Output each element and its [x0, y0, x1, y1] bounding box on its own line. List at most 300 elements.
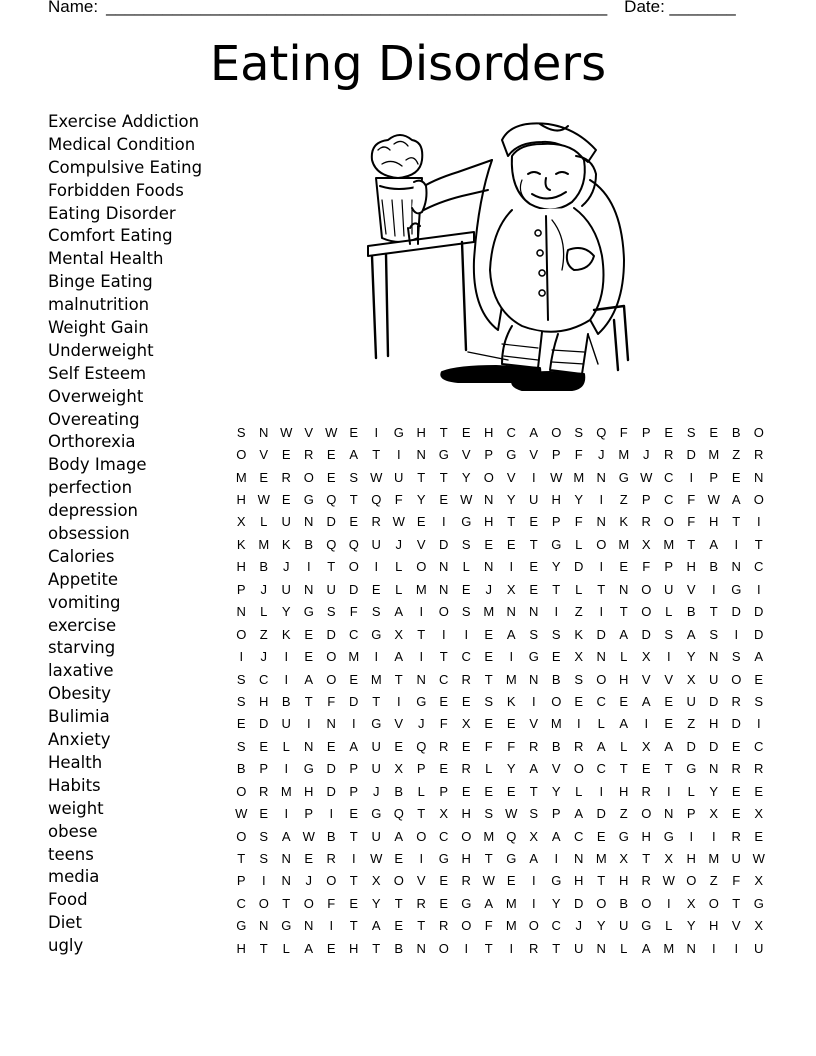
- grid-letter: M: [505, 671, 517, 687]
- grid-letter: I: [284, 806, 289, 822]
- grid-letter: T: [619, 604, 628, 620]
- grid-letter: D: [686, 738, 696, 754]
- grid-letter: N: [281, 851, 291, 867]
- grid-letter: S: [461, 604, 471, 620]
- grid-letter: E: [349, 806, 359, 822]
- grid-letter: N: [574, 851, 584, 867]
- grid-letter: V: [664, 671, 674, 687]
- grid-letter: B: [281, 693, 291, 709]
- grid-letter: X: [529, 828, 539, 844]
- grid-letter: Y: [709, 783, 719, 799]
- grid-letter: A: [731, 492, 741, 508]
- grid-letter: S: [551, 626, 561, 642]
- grid-letter: I: [464, 940, 469, 956]
- grid-letter: E: [596, 828, 606, 844]
- grid-letter: A: [281, 828, 291, 844]
- grid-letter: I: [644, 716, 649, 732]
- grid-letter: R: [439, 738, 449, 754]
- grid-letter: N: [304, 738, 314, 754]
- word-list-item: Forbidden Foods: [48, 180, 184, 200]
- grid-letter: X: [236, 514, 246, 530]
- grid-letter: R: [439, 918, 449, 934]
- grid-letter: P: [259, 761, 269, 777]
- date-label: Date:: [624, 0, 665, 16]
- grid-letter: T: [507, 514, 516, 530]
- grid-letter: L: [620, 940, 628, 956]
- word-list-item: vomiting: [48, 592, 121, 612]
- word-list-item: Comfort Eating: [48, 226, 173, 246]
- grid-letter: N: [281, 873, 291, 889]
- grid-letter: T: [552, 940, 561, 956]
- word-list-item: exercise: [48, 615, 117, 635]
- grid-letter: C: [574, 828, 584, 844]
- grid-letter: L: [282, 940, 290, 956]
- grid-letter: H: [304, 783, 314, 799]
- grid-letter: V: [731, 918, 741, 934]
- grid-letter: D: [754, 626, 764, 642]
- grid-letter: Q: [348, 536, 359, 552]
- grid-letter: X: [574, 649, 584, 665]
- grid-letter: E: [416, 514, 426, 530]
- grid-letter: S: [529, 806, 539, 822]
- grid-letter: T: [417, 918, 426, 934]
- grid-letter: W: [752, 851, 765, 867]
- grid-letter: T: [349, 492, 358, 508]
- grid-letter: Q: [596, 424, 607, 440]
- grid-letter: O: [416, 559, 427, 575]
- grid-letter: E: [304, 626, 314, 642]
- grid-letter: T: [282, 895, 291, 911]
- grid-letter: W: [707, 492, 720, 508]
- grid-letter: F: [619, 424, 628, 440]
- grid-letter: K: [574, 626, 584, 642]
- grid-letter: Z: [619, 806, 628, 822]
- date-blank[interactable]: _______: [669, 0, 736, 16]
- grid-letter: D: [596, 806, 606, 822]
- grid-letter: I: [509, 940, 514, 956]
- word-list-item: Diet: [48, 913, 82, 933]
- grid-letter: Z: [259, 626, 268, 642]
- grid-letter: F: [642, 559, 651, 575]
- grid-letter: G: [303, 761, 314, 777]
- grid-letter: X: [641, 738, 651, 754]
- grid-letter: T: [417, 469, 426, 485]
- grid-letter: E: [304, 649, 314, 665]
- grid-letter: K: [281, 536, 291, 552]
- grid-letter: G: [506, 447, 517, 463]
- grid-letter: S: [259, 851, 269, 867]
- grid-letter: O: [236, 828, 247, 844]
- grid-letter: E: [484, 649, 494, 665]
- grid-letter: A: [394, 828, 404, 844]
- grid-letter: F: [687, 492, 696, 508]
- grid-letter: G: [551, 873, 562, 889]
- grid-letter: V: [686, 581, 696, 597]
- word-list-item: Health: [48, 752, 103, 772]
- grid-letter: M: [708, 851, 720, 867]
- grid-letter: H: [236, 559, 246, 575]
- grid-letter: I: [576, 716, 581, 732]
- word-list-item: depression: [48, 501, 139, 521]
- grid-letter: N: [596, 514, 606, 530]
- grid-letter: C: [754, 738, 764, 754]
- grid-letter: S: [686, 424, 696, 440]
- grid-letter: Z: [709, 873, 718, 889]
- grid-letter: T: [732, 514, 741, 530]
- grid-letter: R: [529, 738, 539, 754]
- grid-letter: U: [754, 940, 764, 956]
- grid-letter: H: [551, 492, 561, 508]
- grid-letter: V: [416, 536, 426, 552]
- grid-letter: S: [461, 536, 471, 552]
- word-list-item: malnutrition: [48, 295, 150, 315]
- grid-letter: H: [484, 424, 494, 440]
- grid-letter: I: [531, 895, 536, 911]
- grid-letter: N: [416, 447, 426, 463]
- grid-letter: E: [506, 873, 516, 889]
- word-list-item: Medical Condition: [48, 134, 196, 154]
- grid-letter: E: [461, 783, 471, 799]
- grid-letter: A: [551, 828, 561, 844]
- grid-letter: G: [236, 918, 247, 934]
- grid-letter: I: [419, 649, 424, 665]
- grid-letter: Q: [326, 492, 337, 508]
- grid-letter: O: [438, 940, 449, 956]
- grid-letter: E: [304, 851, 314, 867]
- grid-letter: L: [620, 738, 628, 754]
- grid-letter: O: [663, 514, 674, 530]
- grid-letter: F: [439, 716, 448, 732]
- grid-letter: T: [597, 581, 606, 597]
- grid-letter: T: [552, 581, 561, 597]
- grid-letter: R: [641, 873, 651, 889]
- grid-letter: D: [574, 895, 584, 911]
- grid-letter: T: [349, 828, 358, 844]
- grid-letter: X: [641, 536, 651, 552]
- grid-letter: G: [753, 895, 764, 911]
- grid-letter: L: [395, 581, 403, 597]
- grid-letter: G: [528, 649, 539, 665]
- grid-letter: E: [731, 738, 741, 754]
- grid-letter: J: [643, 447, 650, 463]
- grid-letter: D: [349, 693, 359, 709]
- grid-letter: J: [373, 783, 380, 799]
- grid-letter: O: [258, 895, 269, 911]
- grid-letter: E: [664, 424, 674, 440]
- grid-letter: N: [326, 716, 336, 732]
- grid-letter: T: [417, 626, 426, 642]
- grid-letter: R: [641, 783, 651, 799]
- grid-letter: Y: [551, 559, 561, 575]
- grid-letter: F: [349, 604, 358, 620]
- grid-letter: U: [371, 738, 381, 754]
- grid-letter: N: [484, 559, 494, 575]
- grid-letter: O: [686, 873, 697, 889]
- grid-letter: I: [531, 873, 536, 889]
- grid-letter: M: [348, 649, 360, 665]
- grid-letter: I: [441, 626, 446, 642]
- grid-letter: M: [370, 671, 382, 687]
- word-list-item: Obesity: [48, 684, 112, 704]
- grid-letter: O: [326, 649, 337, 665]
- grid-letter: O: [326, 671, 337, 687]
- grid-letter: E: [461, 738, 471, 754]
- grid-letter: H: [709, 514, 719, 530]
- grid-letter: E: [281, 492, 291, 508]
- grid-letter: W: [640, 469, 653, 485]
- grid-letter: X: [619, 851, 629, 867]
- grid-letter: V: [304, 424, 314, 440]
- grid-letter: N: [506, 604, 516, 620]
- grid-letter: G: [461, 895, 472, 911]
- grid-letter: X: [686, 895, 696, 911]
- grid-letter: C: [754, 559, 764, 575]
- grid-letter: X: [439, 806, 449, 822]
- word-list-item: Habits: [48, 775, 101, 795]
- word-list-item: teens: [48, 844, 94, 864]
- grid-letter: H: [619, 671, 629, 687]
- grid-letter: L: [597, 716, 605, 732]
- grid-letter: I: [396, 447, 401, 463]
- grid-letter: H: [686, 559, 696, 575]
- grid-letter: X: [641, 649, 651, 665]
- grid-letter: I: [734, 536, 739, 552]
- grid-letter: Q: [506, 828, 517, 844]
- grid-letter: D: [349, 581, 359, 597]
- grid-letter: R: [461, 671, 471, 687]
- grid-letter: S: [664, 626, 674, 642]
- grid-letter: E: [574, 693, 584, 709]
- grid-letter: E: [641, 761, 651, 777]
- grid-letter: O: [596, 895, 607, 911]
- grid-letter: E: [439, 693, 449, 709]
- grid-letter: E: [529, 514, 539, 530]
- word-list-item: Overweight: [48, 386, 144, 406]
- grid-letter: I: [284, 649, 289, 665]
- grid-letter: G: [438, 851, 449, 867]
- grid-letter: O: [596, 671, 607, 687]
- grid-letter: C: [439, 671, 449, 687]
- grid-letter: E: [259, 806, 269, 822]
- grid-letter: G: [371, 716, 382, 732]
- grid-letter: H: [686, 851, 696, 867]
- grid-letter: H: [236, 492, 246, 508]
- grid-letter: G: [416, 693, 427, 709]
- grid-letter: J: [395, 536, 402, 552]
- grid-letter: R: [731, 693, 741, 709]
- grid-letter: J: [598, 447, 605, 463]
- grid-letter: F: [394, 492, 403, 508]
- grid-letter: O: [416, 828, 427, 844]
- grid-letter: F: [732, 873, 741, 889]
- grid-letter: U: [371, 536, 381, 552]
- grid-letter: M: [483, 604, 495, 620]
- grid-letter: P: [686, 806, 696, 822]
- grid-letter: M: [505, 918, 517, 934]
- grid-letter: A: [484, 895, 494, 911]
- grid-letter: Z: [687, 716, 696, 732]
- grid-letter: E: [551, 649, 561, 665]
- grid-letter: I: [531, 469, 536, 485]
- grid-letter: U: [731, 851, 741, 867]
- grid-letter: D: [259, 716, 269, 732]
- grid-letter: W: [370, 851, 383, 867]
- grid-letter: A: [529, 424, 539, 440]
- grid-letter: C: [596, 761, 606, 777]
- grid-letter: O: [236, 626, 247, 642]
- name-label: Name:: [48, 0, 99, 16]
- grid-letter: I: [284, 671, 289, 687]
- grid-letter: N: [664, 806, 674, 822]
- grid-letter: T: [304, 693, 313, 709]
- grid-letter: A: [529, 851, 539, 867]
- grid-letter: O: [641, 806, 652, 822]
- word-list-item: Food: [48, 890, 88, 910]
- grid-letter: T: [372, 940, 381, 956]
- grid-letter: A: [506, 626, 516, 642]
- grid-letter: C: [439, 828, 449, 844]
- grid-letter: T: [349, 918, 358, 934]
- grid-letter: V: [461, 447, 471, 463]
- grid-letter: X: [506, 581, 516, 597]
- grid-letter: I: [351, 716, 356, 732]
- grid-letter: E: [394, 918, 404, 934]
- grid-letter: O: [551, 424, 562, 440]
- word-list-item: Self Esteem: [48, 363, 147, 383]
- grid-letter: E: [484, 536, 494, 552]
- grid-letter: A: [394, 649, 404, 665]
- grid-letter: L: [282, 738, 290, 754]
- grid-letter: I: [599, 559, 604, 575]
- grid-letter: N: [596, 940, 606, 956]
- grid-letter: L: [575, 581, 583, 597]
- grid-letter: C: [259, 671, 269, 687]
- grid-letter: E: [529, 559, 539, 575]
- grid-letter: O: [753, 424, 764, 440]
- grid-letter: F: [484, 738, 493, 754]
- grid-letter: T: [394, 671, 403, 687]
- grid-letter: W: [460, 492, 473, 508]
- grid-letter: I: [329, 806, 334, 822]
- grid-letter: E: [349, 514, 359, 530]
- grid-letter: T: [529, 783, 538, 799]
- grid-letter: A: [304, 940, 314, 956]
- word-list-item: Underweight: [48, 340, 154, 360]
- grid-letter: V: [551, 761, 561, 777]
- grid-letter: O: [326, 873, 337, 889]
- grid-letter: M: [235, 469, 247, 485]
- grid-letter: L: [462, 559, 470, 575]
- grid-letter: D: [686, 447, 696, 463]
- grid-letter: Z: [619, 492, 628, 508]
- grid-letter: S: [236, 738, 246, 754]
- grid-letter: I: [306, 716, 311, 732]
- grid-letter: O: [641, 895, 652, 911]
- grid-letter: D: [731, 716, 741, 732]
- grid-letter: O: [528, 918, 539, 934]
- grid-letter: O: [753, 492, 764, 508]
- grid-letter: D: [326, 761, 336, 777]
- grid-letter: Y: [551, 895, 561, 911]
- grid-letter: I: [329, 918, 334, 934]
- grid-letter: S: [484, 806, 494, 822]
- grid-letter: D: [326, 783, 336, 799]
- grid-letter: X: [461, 716, 471, 732]
- grid-letter: T: [349, 873, 358, 889]
- word-list-item: Overeating: [48, 409, 140, 429]
- grid-letter: G: [641, 918, 652, 934]
- grid-letter: D: [326, 514, 336, 530]
- grid-letter: T: [327, 559, 336, 575]
- grid-letter: I: [531, 693, 536, 709]
- grid-letter: D: [326, 626, 336, 642]
- grid-letter: I: [374, 649, 379, 665]
- grid-letter: T: [439, 469, 448, 485]
- header: [48, 0, 736, 17]
- grid-letter: I: [554, 604, 559, 620]
- grid-letter: E: [236, 716, 246, 732]
- grid-letter: Y: [371, 895, 381, 911]
- grid-letter: H: [259, 693, 269, 709]
- grid-letter: H: [236, 940, 246, 956]
- grid-letter: N: [259, 424, 269, 440]
- grid-letter: R: [574, 738, 584, 754]
- grid-letter: I: [464, 626, 469, 642]
- grid-letter: C: [236, 895, 246, 911]
- grid-letter: O: [393, 873, 404, 889]
- grid-letter: N: [236, 604, 246, 620]
- grid-letter: U: [686, 693, 696, 709]
- man-with-mug-clipart: [362, 120, 634, 400]
- grid-letter: E: [619, 559, 629, 575]
- grid-letter: M: [708, 447, 720, 463]
- grid-letter: T: [754, 536, 763, 552]
- grid-letter: H: [641, 828, 651, 844]
- grid-letter: K: [281, 626, 291, 642]
- grid-letter: E: [506, 783, 516, 799]
- grid-letter: V: [641, 671, 651, 687]
- grid-letter: T: [484, 851, 493, 867]
- grid-letter: G: [686, 761, 697, 777]
- grid-letter: N: [439, 581, 449, 597]
- grid-letter: N: [304, 918, 314, 934]
- grid-letter: A: [349, 738, 359, 754]
- grid-letter: R: [416, 895, 426, 911]
- grid-letter: N: [304, 514, 314, 530]
- grid-letter: I: [599, 604, 604, 620]
- grid-letter: A: [371, 918, 381, 934]
- grid-letter: I: [419, 604, 424, 620]
- grid-letter: Y: [596, 918, 606, 934]
- grid-letter: A: [709, 536, 719, 552]
- grid-letter: E: [664, 693, 674, 709]
- grid-letter: M: [618, 447, 630, 463]
- grid-letter: E: [754, 783, 764, 799]
- grid-letter: N: [731, 559, 741, 575]
- grid-letter: H: [416, 424, 426, 440]
- grid-letter: I: [306, 559, 311, 575]
- grid-letter: O: [573, 761, 584, 777]
- grid-letter: A: [394, 604, 404, 620]
- grid-letter: N: [754, 469, 764, 485]
- grid-letter: J: [260, 649, 267, 665]
- grid-letter: W: [280, 424, 293, 440]
- grid-letter: F: [687, 514, 696, 530]
- name-blank[interactable]: _____________________________________________________: [106, 0, 608, 16]
- grid-letter: X: [709, 806, 719, 822]
- grid-letter: A: [619, 716, 629, 732]
- grid-letter: E: [326, 447, 336, 463]
